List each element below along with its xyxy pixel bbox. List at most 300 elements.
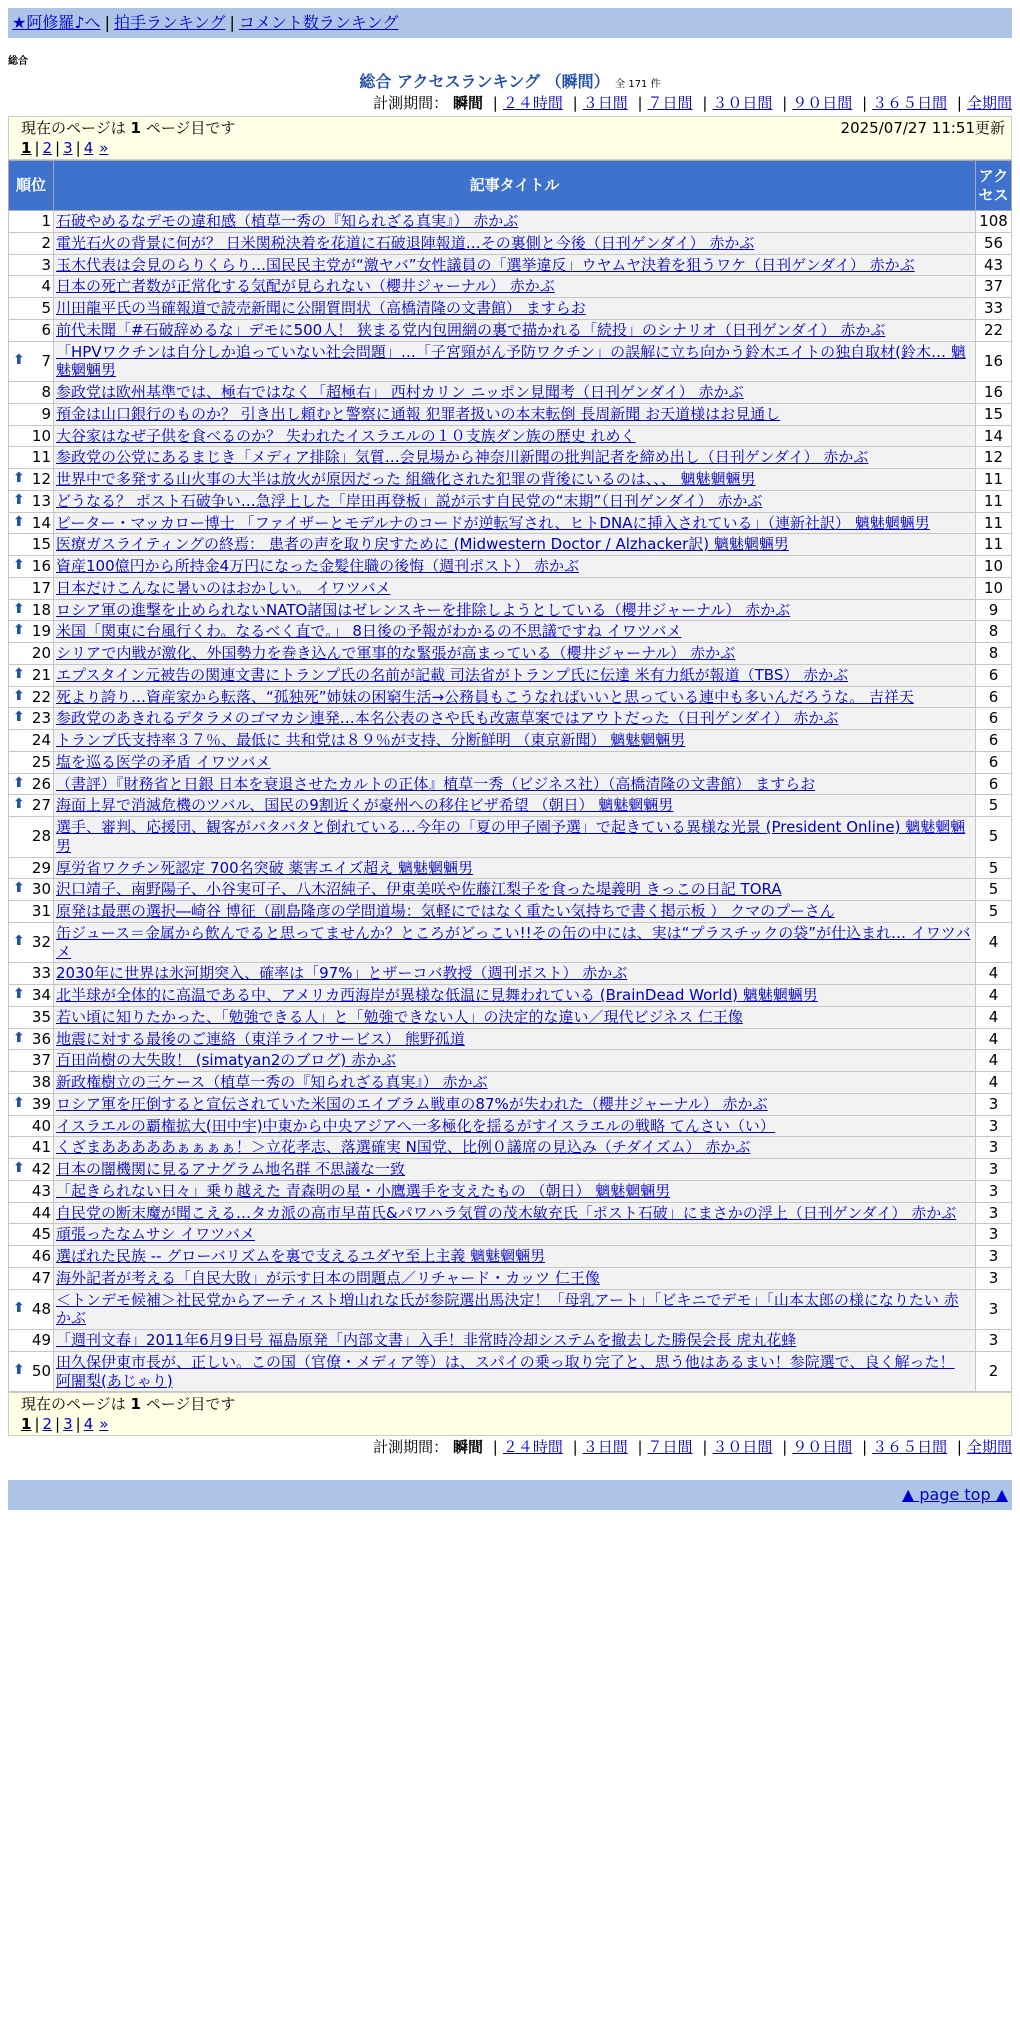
rank-cell bbox=[9, 1224, 54, 1246]
page-title bbox=[0, 72, 1020, 94]
article-link[interactable]: 日本の闇機関に見るアナグラム地名群 不思議な一致 bbox=[56, 1160, 406, 1178]
table-row bbox=[9, 708, 1012, 730]
title-cell bbox=[54, 276, 976, 298]
rank-cell bbox=[9, 232, 54, 254]
rank-number: 27 bbox=[31, 796, 51, 815]
article-link[interactable]: 医療ガスライティングの終焉： 患者の声を取り戻すために (Midwestern Doctor / Alzhacker訳) 魑魅魍魎男 bbox=[56, 535, 789, 554]
article-link[interactable]: ロシア軍の進撃を止められないNATO諸国はゼレンスキーを排除しようとしている（櫻井ジャーナル） 赤かぶ bbox=[56, 600, 791, 619]
rank-number: 4 bbox=[41, 277, 51, 296]
article-link[interactable]: 「週刊文春」2011年6月9日号 福島原発「内部文書」入手！非常時冷却システムを撤去した勝俣会長 虎丸花蜂 bbox=[56, 1331, 797, 1349]
access-count: 6 bbox=[976, 751, 1012, 773]
title-cell bbox=[54, 1093, 976, 1115]
article-link[interactable]: シリアで内戦が激化、外国勢力を巻き込んで軍事的な緊張が高まっている（櫻井ジャーナル） 赤かぶ bbox=[56, 644, 736, 662]
period-link[interactable]: 全期間 bbox=[966, 1438, 1012, 1457]
rank-cell bbox=[9, 556, 54, 578]
article-link[interactable]: どうなる？ ポスト石破争い…急浮上した「岸田再登板」説が示す自民党の“末期”（日刊ゲンダイ） 赤かぶ bbox=[56, 491, 763, 510]
access-count: 14 bbox=[976, 425, 1012, 447]
article-link[interactable]: 塩を巡る医学の矛盾 イワツバメ bbox=[56, 752, 271, 771]
rank-cell bbox=[9, 276, 54, 298]
article-link[interactable]: 参政党の公党にあるまじき「メディア排除」気質…会見場から神奈川新聞の批判記者を締め出し（日刊ゲンダイ） 赤かぶ bbox=[56, 448, 869, 467]
title-cell bbox=[54, 1137, 976, 1159]
clap-ranking-link[interactable]: 拍手ランキング bbox=[113, 13, 226, 32]
access-count: 11 bbox=[976, 490, 1012, 512]
article-link[interactable]: 預金は山口銀行のものか？ 引き出し頼むと警察に通報 犯罪者扱いの本末転倒 長周新聞 お天道様はお見通し bbox=[56, 404, 781, 423]
table-row bbox=[9, 643, 1012, 665]
title-cell bbox=[54, 211, 976, 233]
period-link[interactable]: ７日間 bbox=[647, 1438, 693, 1457]
period-label: 計測期間： bbox=[373, 94, 449, 112]
period-link[interactable]: ９０日間 bbox=[792, 1438, 853, 1457]
title-cell bbox=[54, 447, 976, 469]
rank-cell bbox=[9, 490, 54, 512]
item-count: 全 171 件 bbox=[615, 79, 661, 90]
period-link[interactable]: ３日間 bbox=[582, 1438, 628, 1457]
access-count: 4 bbox=[976, 1028, 1012, 1050]
rank-number: 15 bbox=[31, 535, 51, 554]
rank-number: 2 bbox=[41, 233, 51, 252]
access-count: 6 bbox=[976, 664, 1012, 686]
article-link[interactable]: 電光石火の背景に何が？ 日米関税決着を花道に石破退陣報道…その裏側と今後（日刊ゲンダイ） 赤かぶ bbox=[56, 233, 755, 252]
title-cell bbox=[54, 512, 976, 534]
title-cell bbox=[54, 341, 976, 382]
access-count: 10 bbox=[976, 556, 1012, 578]
article-link[interactable]: 缶ジュース＝金属から飲んでると思ってませんか？ところがどっこい!!その缶の中には、実は“プラスチックの袋”が仕込まれ… イワツバメ bbox=[56, 923, 971, 961]
rank-cell bbox=[9, 901, 54, 923]
article-link[interactable]: イスラエルの覇権拡大(田中宇)中東から中央アジアへ一多極化を揺るがすイスラエルの戦略 てんさい（い） bbox=[56, 1116, 775, 1135]
rank-number: 30 bbox=[31, 880, 51, 899]
title-cell bbox=[54, 985, 976, 1007]
access-count: 3 bbox=[976, 1246, 1012, 1268]
title-cell bbox=[54, 621, 976, 643]
rank-up-icon: ⬆ bbox=[13, 796, 25, 813]
period-link[interactable]: ３０日間 bbox=[712, 94, 773, 112]
title-cell bbox=[54, 1050, 976, 1072]
page-link[interactable]: 3 bbox=[63, 138, 73, 157]
pager-status: 現在のページは 1 ページ目です bbox=[21, 119, 236, 137]
access-count: 43 bbox=[976, 254, 1012, 276]
rank-header: 順位 bbox=[9, 161, 54, 211]
article-link[interactable]: 選ばれた民族 -- グローバリズムを裏で支えるユダヤ至上主義 魑魅魍魎男 bbox=[56, 1247, 546, 1265]
access-count: 3 bbox=[976, 1330, 1012, 1352]
access-count: 3 bbox=[976, 1267, 1012, 1289]
rank-number: 21 bbox=[31, 665, 51, 684]
rank-up-icon: ⬆ bbox=[13, 1029, 25, 1046]
rank-number: 49 bbox=[31, 1331, 51, 1349]
access-count: 6 bbox=[976, 773, 1012, 795]
article-link[interactable]: 資産100億円から所持金4万円になった金髪住職の後悔（週刊ポスト） 赤かぶ bbox=[56, 557, 579, 575]
title-cell bbox=[54, 556, 976, 578]
table-row bbox=[9, 254, 1012, 276]
rank-number: 10 bbox=[31, 426, 51, 445]
rank-cell bbox=[9, 1159, 54, 1181]
title-header: 記事タイトル bbox=[54, 161, 976, 211]
title-cell bbox=[54, 319, 976, 341]
table-row bbox=[9, 577, 1012, 599]
table-row bbox=[9, 490, 1012, 512]
table-row bbox=[9, 319, 1012, 341]
title-cell bbox=[54, 1115, 976, 1137]
access-count: 4 bbox=[976, 1050, 1012, 1072]
rank-number: 40 bbox=[31, 1116, 51, 1135]
access-count: 5 bbox=[976, 795, 1012, 817]
title-cell bbox=[54, 403, 976, 425]
article-link[interactable]: 米国「関東に台風行くわ。なるべく直で。」 8日後の予報がわかるの不思議ですね イワツバメ bbox=[56, 622, 682, 641]
table-row bbox=[9, 1137, 1012, 1159]
title-cell bbox=[54, 686, 976, 708]
pager-bottom bbox=[8, 1392, 1012, 1436]
rank-number: 8 bbox=[41, 383, 51, 401]
rank-number: 3 bbox=[41, 255, 51, 274]
article-link[interactable]: ＜トンデモ候補＞社民党からアーティスト増山れな氏が参院選出馬決定！「母乳アート」「ビキニでデモ」「山本太郎の様になりたい 赤かぶ bbox=[56, 1290, 959, 1328]
page-link[interactable]: 4 bbox=[83, 1415, 94, 1433]
rank-number: 11 bbox=[31, 448, 51, 467]
table-row bbox=[9, 963, 1012, 985]
title-cell bbox=[54, 1072, 976, 1094]
table-row bbox=[9, 1267, 1012, 1289]
title-cell bbox=[54, 730, 976, 752]
table-row bbox=[9, 795, 1012, 817]
rank-cell bbox=[9, 534, 54, 556]
rank-cell bbox=[9, 1351, 54, 1392]
table-row bbox=[9, 664, 1012, 686]
article-link[interactable]: 海外記者が考える「自民大敗」が示す日本の問題点／リチャード・カッツ 仁王像 bbox=[56, 1268, 600, 1287]
rank-cell bbox=[9, 1330, 54, 1352]
article-link[interactable]: エプスタイン元被告の関連文書にトランプ氏の名前が記載 司法省がトランプ氏に伝達 米有力紙が報道（TBS） 赤かぶ bbox=[56, 665, 849, 684]
period-link[interactable]: ２４時間 bbox=[502, 94, 563, 112]
home-link[interactable]: ★阿修羅♪へ bbox=[12, 13, 101, 32]
article-link[interactable]: ピーター・マッカロー博士 「ファイザーとモデルナのコードが逆転写され、ヒトDNAに挿入されている」（連新社訳） 魑魅魍魎男 bbox=[56, 513, 930, 532]
access-count: 8 bbox=[976, 621, 1012, 643]
title-cell bbox=[54, 773, 976, 795]
rank-number: 32 bbox=[31, 933, 51, 952]
rank-up-icon: ⬆ bbox=[13, 513, 25, 530]
access-count: 3 bbox=[976, 1180, 1012, 1202]
table-row bbox=[9, 469, 1012, 491]
access-count: 3 bbox=[976, 1289, 1012, 1330]
article-link[interactable]: 石破やめるなデモの違和感（植草一秀の『知られざる真実』） 赤かぶ bbox=[56, 212, 519, 230]
rank-cell bbox=[9, 985, 54, 1007]
table-row bbox=[9, 425, 1012, 447]
rank-cell bbox=[9, 751, 54, 773]
rank-number: 28 bbox=[31, 827, 51, 846]
article-link[interactable]: ロシア軍を圧倒すると宣伝されていた米国のエイブラム戦車の87%が失われた（櫻井ジャーナル） 赤かぶ bbox=[56, 1094, 768, 1113]
pager-top bbox=[8, 116, 1012, 160]
article-link[interactable]: 死より誇り…資産家から転落、“孤独死”姉妹の困窮生活→公務員もこうなればいいと思っている連中も多いんだろうな。 吉祥天 bbox=[56, 687, 914, 706]
pager-status: 現在のページは 1 ページ目です bbox=[21, 1395, 236, 1414]
comment-ranking-link[interactable]: コメント数ランキング bbox=[238, 13, 399, 32]
rank-number: 41 bbox=[31, 1138, 51, 1157]
article-link[interactable]: 玉木代表は会見のらりくらり…国民民主党が“激ヤバ”女性議員の「選挙違反」ウヤムヤ決着を狙うワケ（日刊ゲンダイ） 赤かぶ bbox=[56, 255, 915, 274]
rank-number: 5 bbox=[41, 299, 51, 317]
article-link[interactable]: 沢口靖子、南野陽子、小谷実可子、八木沼純子、伊東美咲や佐藤江梨子を食った堤義明 きっこの日記 TORA bbox=[56, 880, 782, 899]
period-link[interactable]: ３６５日間 bbox=[872, 1438, 948, 1457]
page-top-link[interactable]: ▲ page top ▲ bbox=[901, 1485, 1008, 1505]
article-link[interactable]: 2030年に世界は氷河期突入、確率は「97%」とザーコバ教授（週刊ポスト） 赤かぶ bbox=[56, 964, 628, 983]
rank-up-icon: ⬆ bbox=[13, 491, 25, 508]
period-current: 瞬間 bbox=[452, 1438, 483, 1457]
title-cell bbox=[54, 1006, 976, 1028]
period-link[interactable]: ２４時間 bbox=[502, 1438, 563, 1457]
article-link[interactable]: 日本だけこんなに暑いのはおかしい。 イワツバメ bbox=[56, 578, 391, 597]
access-count: 2 bbox=[976, 1351, 1012, 1392]
rank-up-icon: ⬆ bbox=[13, 622, 25, 639]
rank-up-icon: ⬆ bbox=[13, 1299, 25, 1316]
access-count: 8 bbox=[976, 643, 1012, 665]
rank-number: 43 bbox=[31, 1181, 51, 1200]
article-link[interactable]: 田久保伊東市長が、正しい。この国（官僚・メディア等）は、スパイの乗っ取り完了と、思う他はあるまい！参院選で、良く解った！ 阿闍梨(あじゃり) bbox=[56, 1352, 955, 1390]
article-link[interactable]: 大谷家はなぜ子供を食べるのか？ 失われたイスラエルの１０支族ダン族の歴史 れめく bbox=[56, 426, 636, 445]
table-row bbox=[9, 857, 1012, 879]
rank-up-icon: ⬆ bbox=[13, 470, 25, 486]
article-link[interactable]: 新政権樹立の三ケース（植草一秀の『知られざる真実』） 赤かぶ bbox=[56, 1073, 488, 1091]
title-cell bbox=[54, 751, 976, 773]
article-link[interactable]: 頑張ったなムサシ イワツバメ bbox=[56, 1225, 255, 1244]
article-link[interactable]: 前代未聞「#石破辞めるな」デモに500人！ 狭まる党内包囲網の裏で描かれる「続投」のシナリオ（日刊ゲンダイ） 赤かぶ bbox=[56, 320, 886, 339]
rank-cell bbox=[9, 621, 54, 643]
rank-number: 36 bbox=[31, 1029, 51, 1048]
title-cell bbox=[54, 534, 976, 556]
rank-number: 14 bbox=[31, 513, 51, 532]
title-cell bbox=[54, 857, 976, 879]
rank-number: 12 bbox=[31, 470, 51, 488]
rank-number: 13 bbox=[31, 491, 51, 510]
access-count: 56 bbox=[976, 232, 1012, 254]
rank-up-icon: ⬆ bbox=[13, 709, 25, 726]
access-count: 3 bbox=[976, 1202, 1012, 1224]
rank-number: 46 bbox=[31, 1247, 51, 1265]
title-cell bbox=[54, 643, 976, 665]
period-link[interactable]: ９０日間 bbox=[792, 94, 853, 112]
page-link-current: 1 bbox=[21, 1415, 32, 1433]
rank-cell bbox=[9, 963, 54, 985]
article-link[interactable]: 厚労省ワクチン死認定 700名突破 薬害エイズ超え 魑魅魍魎男 bbox=[56, 858, 474, 877]
title-cell bbox=[54, 1351, 976, 1392]
period-selector-top: 計測期間： 瞬間 | ２４時間 | ３日間 | ７日間 | ３０日間 | ９０日間 | ３６５日間 | 全期間 bbox=[373, 94, 1012, 112]
rank-number: 22 bbox=[31, 687, 51, 706]
table-row bbox=[9, 686, 1012, 708]
rank-up-icon: ⬆ bbox=[13, 665, 25, 682]
rank-cell bbox=[9, 686, 54, 708]
rank-number: 45 bbox=[31, 1225, 51, 1244]
rank-number: 37 bbox=[31, 1051, 51, 1070]
access-count: 16 bbox=[976, 341, 1012, 382]
table-row bbox=[9, 276, 1012, 298]
table-row bbox=[9, 512, 1012, 534]
rank-cell bbox=[9, 512, 54, 534]
article-link[interactable]: 世界中で多発する山火事の大半は放火が原因だった 組織化された犯罪の背後にいるのは、、、 魑魅魍魎男 bbox=[56, 470, 756, 488]
title-cell bbox=[54, 1159, 976, 1181]
article-link[interactable]: （書評）『財務省と日銀 日本を衰退させたカルトの正体』植草一秀（ビジネス社）（高橋清隆の文書館） ますらお bbox=[56, 774, 816, 793]
access-count: 37 bbox=[976, 276, 1012, 298]
top-nav-bar bbox=[8, 8, 1012, 38]
access-count: 3 bbox=[976, 1137, 1012, 1159]
rank-cell bbox=[9, 1028, 54, 1050]
rank-cell bbox=[9, 254, 54, 276]
title-cell bbox=[54, 1246, 976, 1268]
access-count: 33 bbox=[976, 298, 1012, 320]
rank-number: 20 bbox=[31, 644, 51, 662]
rank-number: 38 bbox=[31, 1073, 51, 1091]
access-count: 5 bbox=[976, 901, 1012, 923]
title-cell bbox=[54, 1330, 976, 1352]
period-link[interactable]: ３６５日間 bbox=[872, 94, 948, 112]
period-current: 瞬間 bbox=[452, 94, 483, 112]
rank-cell bbox=[9, 1137, 54, 1159]
title-cell bbox=[54, 708, 976, 730]
table-row bbox=[9, 534, 1012, 556]
page-link[interactable]: 2 bbox=[42, 1415, 53, 1433]
article-link[interactable]: 「起きられない日々」乗り越えた 青森明の星・小鷹選手を支えたもの （朝日） 魑魅魍魎男 bbox=[56, 1181, 671, 1200]
period-label: 計測期間： bbox=[373, 1438, 449, 1457]
rank-up-icon: ⬆ bbox=[13, 351, 25, 368]
page-title-text: 総合 アクセスランキング （瞬間） bbox=[359, 72, 610, 91]
article-link[interactable]: 日本の死亡者数が正常化する気配が見られない（櫻井ジャーナル） 赤かぶ bbox=[56, 277, 555, 296]
rank-number: 42 bbox=[31, 1160, 51, 1178]
rank-number: 18 bbox=[31, 600, 51, 619]
nav-separator: | bbox=[229, 13, 235, 32]
article-link[interactable]: 選手、審判、応援団、観客がバタバタと倒れている…今年の「夏の甲子園予選」で起きている異様な光景 (President Online) 魑魅魍魎男 bbox=[56, 818, 966, 855]
rank-cell bbox=[9, 922, 54, 963]
next-page-link[interactable]: » bbox=[99, 138, 109, 157]
period-selector-bottom: 計測期間： 瞬間 | ２４時間 | ３日間 | ７日間 | ３０日間 | ９０日間 | ３６５日間 | 全期間 bbox=[373, 1438, 1012, 1457]
access-count: 5 bbox=[976, 817, 1012, 858]
title-cell bbox=[54, 879, 976, 901]
rank-number: 1 bbox=[41, 212, 51, 230]
access-count: 3 bbox=[976, 1224, 1012, 1246]
rank-cell bbox=[9, 643, 54, 665]
page-link[interactable]: 2 bbox=[42, 138, 53, 157]
next-page-link[interactable]: » bbox=[99, 1415, 109, 1433]
rank-cell bbox=[9, 1202, 54, 1224]
table-row bbox=[9, 556, 1012, 578]
access-count: 5 bbox=[976, 857, 1012, 879]
rank-number: 35 bbox=[31, 1007, 51, 1026]
table-row bbox=[9, 447, 1012, 469]
table-row bbox=[9, 751, 1012, 773]
footer-bar bbox=[8, 1480, 1012, 1510]
rank-cell bbox=[9, 664, 54, 686]
article-link[interactable]: 地震に対する最後のご連絡（東洋ライフサービス） 熊野孤道 bbox=[56, 1029, 465, 1048]
rank-up-icon: ⬆ bbox=[13, 933, 25, 950]
title-cell bbox=[54, 490, 976, 512]
rank-cell bbox=[9, 1246, 54, 1268]
title-cell bbox=[54, 298, 976, 320]
title-cell bbox=[54, 232, 976, 254]
rank-cell bbox=[9, 1050, 54, 1072]
title-cell bbox=[54, 599, 976, 621]
access-count: 6 bbox=[976, 730, 1012, 752]
rank-up-icon: ⬆ bbox=[13, 1094, 25, 1111]
access-count: 11 bbox=[976, 512, 1012, 534]
article-link[interactable]: トランプ氏支持率３７％、最低に 共和党は８９％が支持、分断鮮明 （東京新聞） 魑魅魍魎男 bbox=[56, 731, 686, 749]
rank-number: 39 bbox=[31, 1094, 51, 1113]
table-row bbox=[9, 985, 1012, 1007]
page-link-current: 1 bbox=[21, 138, 32, 157]
rank-cell bbox=[9, 857, 54, 879]
table-row bbox=[9, 211, 1012, 233]
table-row bbox=[9, 298, 1012, 320]
access-count: 11 bbox=[976, 534, 1012, 556]
page-link[interactable]: 3 bbox=[63, 1415, 73, 1433]
table-row bbox=[9, 1072, 1012, 1094]
article-link[interactable]: 参政党のあきれるデタラメのゴマカシ連発…本名公表のさや氏も改憲草案ではアウトだった（日刊ゲンダイ） 赤かぶ bbox=[56, 709, 839, 728]
title-cell bbox=[54, 1267, 976, 1289]
table-row bbox=[9, 879, 1012, 901]
rank-cell bbox=[9, 382, 54, 404]
rank-number: 47 bbox=[31, 1268, 51, 1287]
rank-cell bbox=[9, 599, 54, 621]
nav-separator: | bbox=[104, 13, 110, 32]
rank-cell bbox=[9, 469, 54, 491]
access-count: 4 bbox=[976, 1072, 1012, 1094]
table-row bbox=[9, 1202, 1012, 1224]
table-row bbox=[9, 382, 1012, 404]
access-count: 6 bbox=[976, 708, 1012, 730]
table-row bbox=[9, 341, 1012, 382]
article-link[interactable]: 自民党の断末魔が聞こえる…タカ派の高市早苗氏&パワハラ気質の茂木敏充氏「ポスト石破」にまさかの浮上（日刊ゲンダイ） 赤かぶ bbox=[56, 1203, 957, 1222]
article-link[interactable]: 原発は最悪の選択―崎谷 博征（副島隆彦の学問道場：気軽にではなく重たい気持ちで書く掲示板 ） クマのプーさん bbox=[56, 902, 835, 920]
access-count: 22 bbox=[976, 319, 1012, 341]
article-link[interactable]: くざまあああああぁぁぁぁ！＞立花孝志、落選確実 N国党、比例０議席の見込み（チダイズム） 赤かぶ bbox=[56, 1138, 751, 1157]
access-count: 11 bbox=[976, 469, 1012, 491]
article-link[interactable]: 百田尚樹の大失敗！ (simatyan2のブログ) 赤かぶ bbox=[56, 1051, 397, 1070]
rank-cell bbox=[9, 795, 54, 817]
rank-cell bbox=[9, 1289, 54, 1330]
article-link[interactable]: 参政党は欧州基準では、極右ではなく「超極右」 西村カリン ニッポン見聞考（日刊ゲンダイ） 赤かぶ bbox=[56, 383, 744, 401]
table-row bbox=[9, 1050, 1012, 1072]
period-link[interactable]: ３日間 bbox=[582, 94, 628, 112]
current-page: 1 bbox=[130, 119, 141, 137]
title-cell bbox=[54, 817, 976, 858]
rank-cell bbox=[9, 817, 54, 858]
table-row bbox=[9, 817, 1012, 858]
page-link[interactable]: 4 bbox=[83, 138, 94, 157]
rank-up-icon: ⬆ bbox=[13, 986, 25, 1002]
rank-cell bbox=[9, 403, 54, 425]
access-count: 3 bbox=[976, 1159, 1012, 1181]
rank-number: 23 bbox=[31, 709, 51, 728]
table-row bbox=[9, 730, 1012, 752]
rank-cell bbox=[9, 1267, 54, 1289]
period-link[interactable]: ３０日間 bbox=[712, 1438, 773, 1457]
article-link[interactable]: 若い頃に知りたかった、「勉強できる人」と「勉強できない人」の決定的な違い／現代ビジネス 仁王像 bbox=[56, 1007, 743, 1026]
article-link[interactable]: 川田龍平氏の当確報道で読売新聞に公開質問状（高橋清隆の文書館） ますらお bbox=[56, 299, 586, 317]
table-row bbox=[9, 1351, 1012, 1392]
title-cell bbox=[54, 901, 976, 923]
rank-cell bbox=[9, 298, 54, 320]
article-link[interactable]: 海面上昇で消滅危機のツバル、国民の9割近くが豪州への移住ビザ希望 （朝日） 魑魅魍魎男 bbox=[56, 796, 674, 815]
article-link[interactable]: 「HPVワクチンは自分しか追っていない社会問題」…「子宮頸がん予防ワクチン」の誤解に立ち向かう鈴木エイトの独自取材(鈴木… 魑魅魍魎男 bbox=[56, 342, 966, 380]
table-row bbox=[9, 599, 1012, 621]
table-row bbox=[9, 773, 1012, 795]
period-link[interactable]: 全期間 bbox=[966, 94, 1012, 112]
access-count: 4 bbox=[976, 985, 1012, 1007]
title-cell bbox=[54, 425, 976, 447]
title-cell bbox=[54, 963, 976, 985]
article-link[interactable]: 北半球が全体的に高温である中、アメリカ西海岸が異様な低温に見舞われている (BrainDead World) 魑魅魍魎男 bbox=[56, 986, 818, 1004]
rank-up-icon: ⬆ bbox=[13, 600, 25, 617]
title-cell bbox=[54, 1289, 976, 1330]
table-row bbox=[9, 901, 1012, 923]
rank-number: 19 bbox=[31, 622, 51, 641]
table-row bbox=[9, 232, 1012, 254]
period-link[interactable]: ７日間 bbox=[647, 94, 693, 112]
table-row bbox=[9, 1180, 1012, 1202]
rank-cell bbox=[9, 1072, 54, 1094]
rank-number: 50 bbox=[31, 1362, 51, 1381]
rank-number: 33 bbox=[31, 964, 51, 983]
rank-number: 48 bbox=[31, 1299, 51, 1318]
